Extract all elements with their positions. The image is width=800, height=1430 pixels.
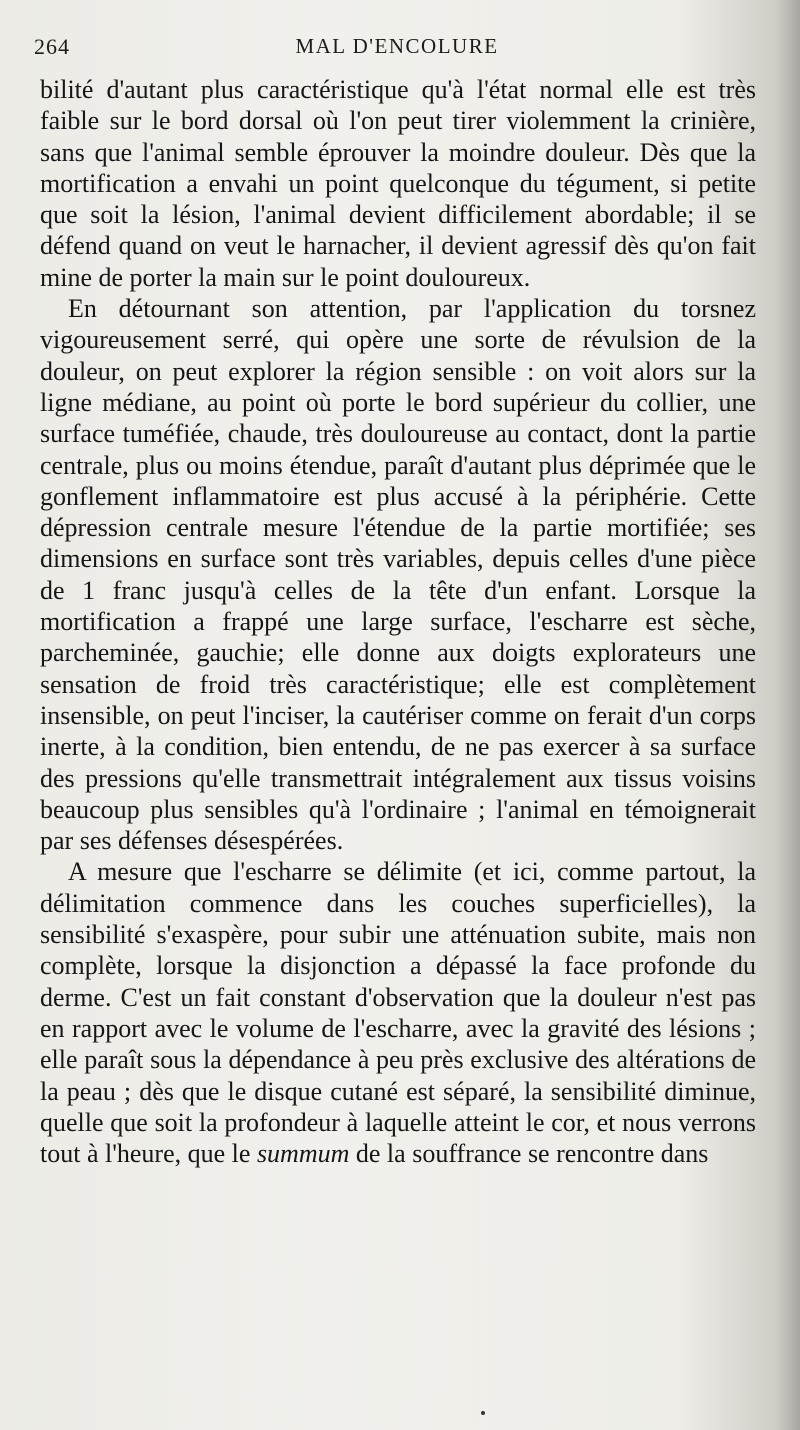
paragraph-exploration: En détournant son attention, par l'application du torsnez vigoureusement serré, qui opère une sorte de révulsion de la douleur, on peut explorer la région sensible : on voit alors sur la ligne médiane, au point où porte le bord supérieur du collier, une surface tuméfiée, chaude, très douloureuse au contact, dont la partie centrale, plus ou moins étendue, paraît d'autant plus déprimée que le gonflement inflammatoire est plus accusé à la périphérie. Cette dépression centrale mesure l'étendue de la partie mortifiée; ses dimensions en surface sont très variables, depuis celles d'une pièce de 1 franc jusqu'à celles de la tête d'un enfant. Lorsque la mortification a frappé une large surface, l'escharre est sèche, parcheminée, gauchie; elle donne aux doigts explorateurs une sensation de froid très caractéristique; elle est complètement insensible, on peut l'inciser, la cautériser comme on ferait d'un corps inerte, à la condition, bien entendu, de ne pas exercer à sa surface des pressions qu'elle transmettrait intégralement aux tissus voisins beaucoup plus sensibles qu'à l'ordinaire ; l'animal en témoignerait par ses défenses désespérées. [40,294,756,856]
running-title: MAL D'ENCOLURE [295,34,499,58]
body-text [40,74,756,1169]
paragraph-text-start: A mesure que l'escharre se délimite (et ici, comme partout, la délimitation commence dans les couches superficielles), la sensibilité s'exaspère, pour subir une atténuation subite, mais non complète, lorsque la disjonction a dépassé la face profonde du derme. C'est un fait constant d'observation que la douleur n'est pas en rapport avec le volume de l'escharre, avec la gravité des lésions ; elle paraît sous la dépendance à peu près exclusive des altérations de la peau ; dès que le disque cutané est séparé, la sensibilité diminue, quelle que soit la profondeur à laquelle atteint le cor, et nous verrons tout à l'heure, que le [40,857,756,1169]
paragraph-continued: bilité d'autant plus caractéristique qu'à l'état normal elle est très faible sur le bord dorsal où l'on peut tirer violemment la crinière, sans que l'animal semble éprouver la moindre douleur. Dès que la mortification a envahi un point quelconque du tégument, si petite que soit la lésion, l'animal devient difficilement abordable; il se défend quand on veut le harnacher, il devient agressif dès qu'on fait mine de porter la main sur le point douloureux. [40,75,756,292]
print-speck [481,1411,485,1415]
page-number: 264 [34,34,70,59]
paragraph-text-end: de la souffrance se rencontre dans [355,1139,709,1169]
paragraph-delimitation [40,856,756,1169]
italic-term: summum [256,1139,350,1169]
running-head [34,34,760,64]
